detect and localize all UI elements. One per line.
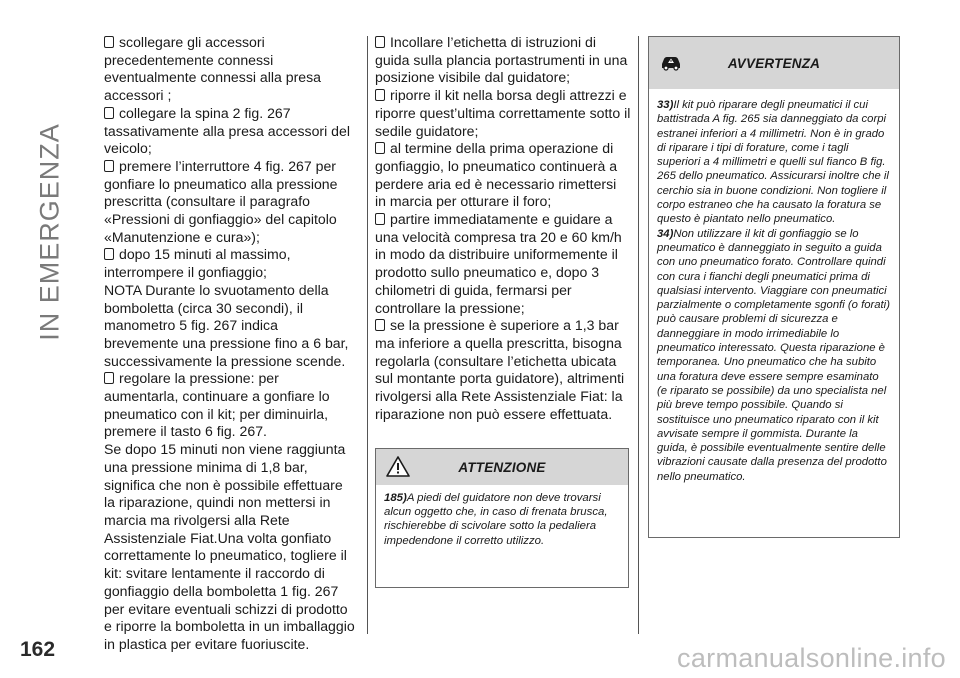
warning-note	[657, 227, 891, 484]
column-1	[104, 34, 356, 654]
bullet-icon	[375, 319, 385, 331]
bullet-icon	[104, 107, 114, 119]
bullet-icon	[375, 213, 385, 225]
list-item: se la pressione è superiore a 1,3 bar ma inferiore a quella prescritta, bisogna regolarla (consultare l’etichetta ubicata sul montante porta guidatore), altrimenti rivolgersi alla Rete Assistenziale Fiat: la riparazione non può essere effettuata.	[375, 317, 625, 422]
warning-title: AVVERTENZA	[727, 55, 821, 71]
warning-box-body	[649, 89, 899, 492]
bullet-icon	[104, 248, 114, 260]
note-number: 185)	[384, 492, 407, 504]
note-paragraph: NOTA Durante lo svuotamento della bomboletta (circa 30 secondi), il manometro 5 fig. 267 indica brevemente una pressione fino a 6 bar, successivamente la pressione scende.	[104, 281, 349, 369]
section-title: IN EMERGENZA	[34, 123, 65, 341]
note-number: 33)	[657, 99, 674, 111]
bullet-icon	[104, 160, 114, 172]
list-item: partire immediatamente e guidare a una velocità compresa tra 20 e 60 km/h in modo da distribuire uniformemente il prodotto sullo pneumatico e, dopo 3 chilometri di guida, fermarsi per controllare la pressione;	[375, 211, 622, 316]
bullet-icon	[375, 89, 385, 101]
note-text: Il kit può riparare degli pneumatici il cui battistrada A fig. 265 sia danneggiato da corpi estranei inferiori a 4 millimetri. Non è in grado di riparare i tipi di forature, come i tagli superiori a 4 millimetri e quelli sul fianco B fig. 265 dello pneumatico. Assicurarsi inoltre che il cerchio sia in buone condizioni. Non togliere il corpo estraneo che ha causato la foratura se questo è piantato nello pneumatico.	[657, 99, 889, 226]
body-paragraph: Se dopo 15 minuti non viene raggiunta una pressione minima di 1,8 bar, significa che non è possibile effettuare la riparazione, quindi non mettersi in marcia ma rivolgersi alla Rete Assistenziale Fiat.Una volta gonfiato correttamente lo pneumatico, togliere il kit: svitare lentamente il raccordo di gonfiaggio della bomboletta 1 fig. 267 per evitare eventuali schizzi di prodotto e riporre la bomboletta in un imballaggio in plastica per evitare fuoriuscite.	[104, 441, 355, 652]
warning-note	[657, 98, 891, 227]
list-item: scollegare gli accessori precedentemente connessi eventualmente connessi alla presa accessori ;	[104, 34, 322, 104]
warning-box	[648, 36, 900, 538]
note-number: 34)	[657, 227, 674, 240]
column-divider-1	[367, 36, 368, 634]
list-item: al termine della prima operazione di gonfiaggio, lo pneumatico continuerà a perdere aria ed è necessario rimettersi in marcia per otturare il foro;	[375, 140, 618, 210]
list-item: riporre il kit nella borsa degli attrezzi e riporre quest’ultima correttamente sotto il sedile guidatore;	[375, 87, 631, 139]
bullet-icon	[375, 142, 385, 154]
list-item: regolare la pressione: per aumentarla, continuare a gonfiare lo pneumatico con il kit; per diminuirla, premere il tasto 6 fig. 267.	[104, 370, 330, 440]
column-divider-2	[638, 36, 639, 634]
warning-triangle-icon	[386, 455, 410, 479]
bullet-icon	[375, 36, 385, 48]
attention-box-header	[376, 449, 628, 485]
column-2	[375, 34, 631, 423]
warning-box-header	[649, 37, 899, 89]
attention-title: ATTENZIONE	[458, 459, 546, 475]
bullet-icon	[104, 36, 114, 48]
note-text: Non utilizzare il kit di gonfiaggio se lo pneumatico è danneggiato in seguito a guida con uno pneumatico forato. Controllare quindi con cura i fianchi degli pneumatici prima di qualsiasi intervento. Viaggiare con pneumatici parzialmente o completamente sgonfi (o forati) può causare problemi di sicurezza e danneggiare in modo irrimediabile lo pneumatico interessato. Questa riparazione è temporanea. Uno pneumatico che ha subito una foratura deve essere sempre esaminato (e riparato se possibile) da uno specialista nel più breve tempo possibile. Quando si sostituisce uno pneumatico riparato con il kit avvisate sempre il gommista. Durante la guida, è possibile eventualmente sentire delle vibrazioni causate dalla presenza del prodotto nello pneumatico.	[657, 227, 890, 483]
list-item: premere l’interruttore 4 fig. 267 per gonfiare lo pneumatico alla pressione prescritta (consultare il paragrafo «Pressioni di gonfiaggio» del capitolo «Manutenzione e cura»);	[104, 157, 338, 245]
watermark: carmanualsonline.info	[677, 643, 946, 673]
attention-box-body	[376, 485, 628, 556]
list-item: collegare la spina 2 fig. 267 tassativamente alla presa accessori del veicolo;	[104, 104, 350, 157]
list-item: dopo 15 minuti al massimo, interrompere il gonfiaggio;	[104, 246, 291, 281]
bullet-icon	[104, 372, 114, 384]
list-item: Incollare l’etichetta di istruzioni di guida sulla plancia portastrumenti in una posizione visibile dal guidatore;	[375, 34, 628, 86]
note-text: A piedi del guidatore non deve trovarsi alcun oggetto che, in caso di frenata brusca, rischierebbe di scivolare sotto la pedaliera impedendone il corretto utilizzo.	[384, 492, 608, 547]
car-warning-icon	[659, 49, 683, 73]
page-number: 162	[20, 638, 56, 661]
attention-box	[375, 448, 629, 588]
